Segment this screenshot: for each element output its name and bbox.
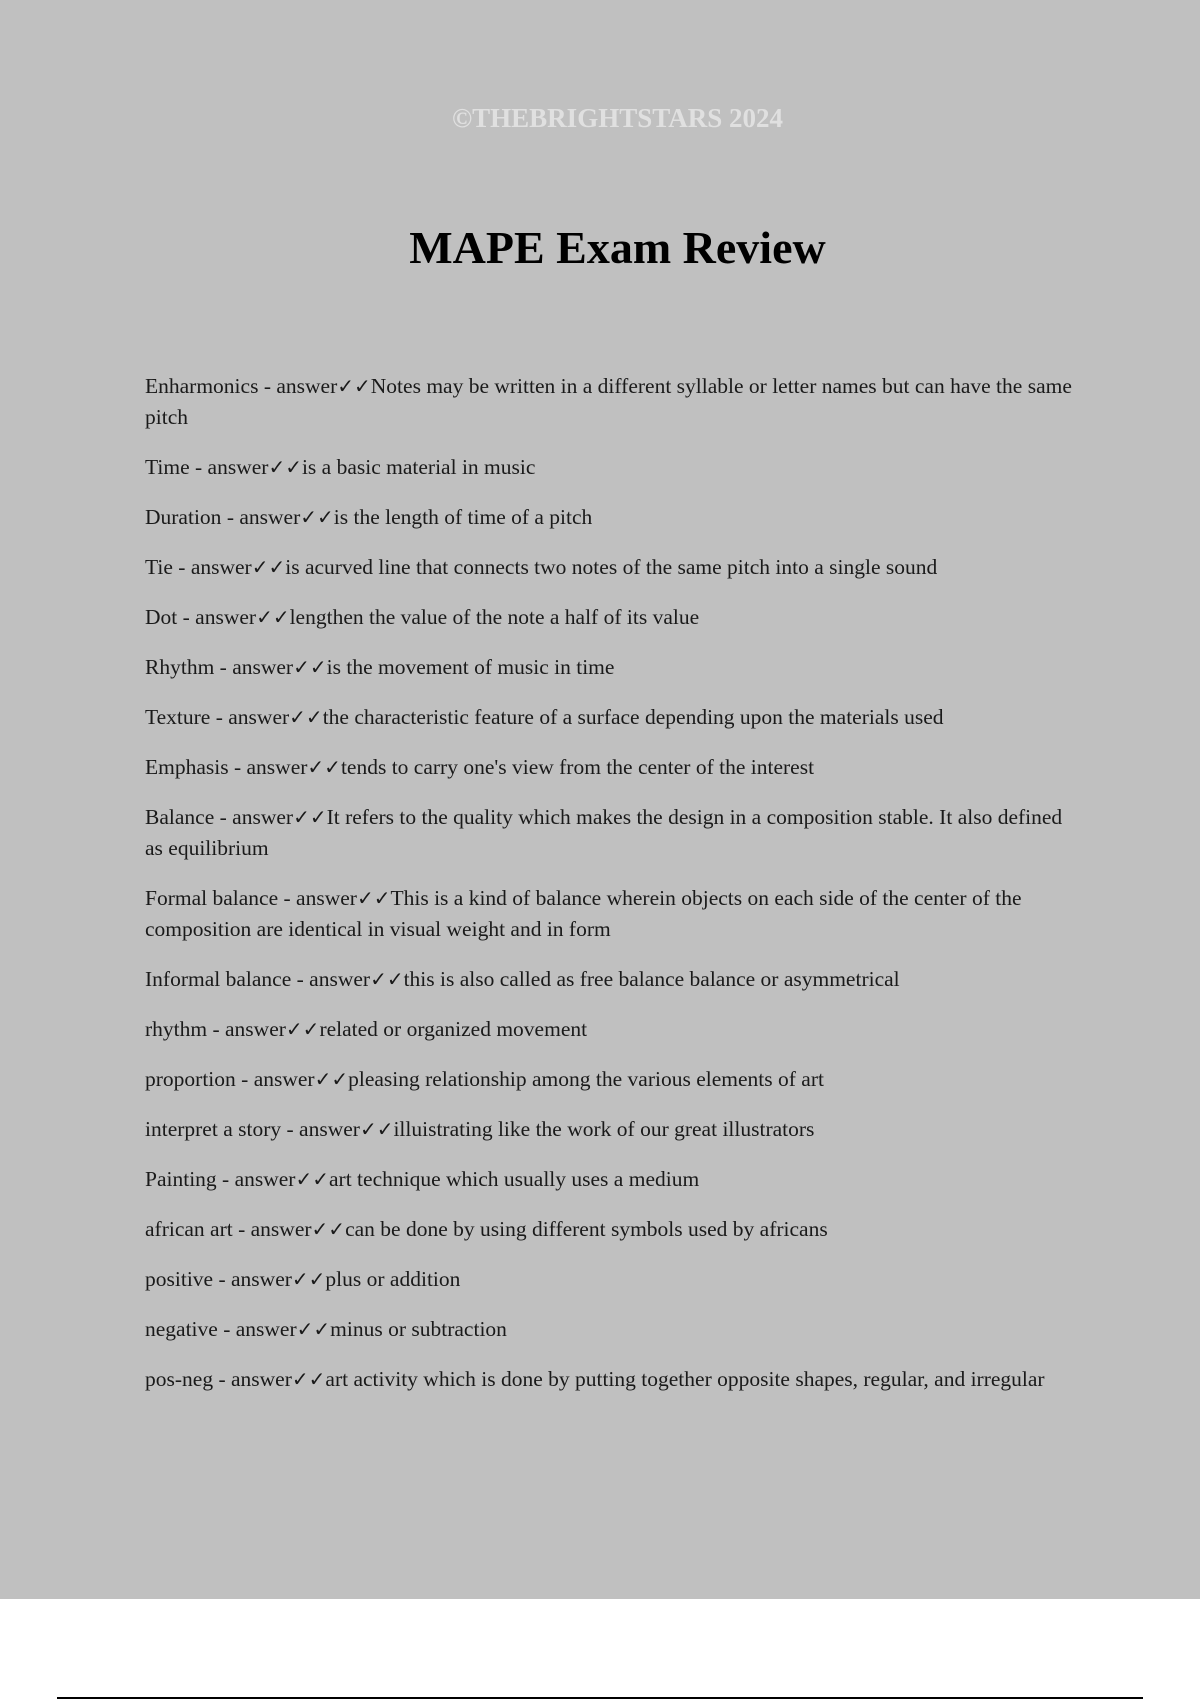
entry-term: pos-neg: [145, 1367, 214, 1391]
entry-term: Texture: [145, 705, 211, 729]
entry-separator: - answer: [217, 1317, 297, 1341]
entry-separator: - answer: [278, 886, 357, 910]
entry-definition: art technique which usually uses a medium: [329, 1167, 700, 1191]
list-item: [145, 1014, 1085, 1045]
list-item: [145, 552, 1085, 583]
watermark: ©THEBRIGHTSTARS 2024: [451, 103, 783, 133]
entry-term: positive: [145, 1267, 214, 1291]
list-item: [145, 452, 1085, 483]
double-check-icon: ✓✓: [289, 705, 323, 729]
entry-separator: - answer: [235, 1067, 315, 1091]
entry-definition: the characteristic feature of a surface depending upon the materials used: [322, 705, 944, 729]
entry-term: Rhythm: [145, 655, 215, 679]
entry-definition: is the length of time of a pitch: [333, 505, 593, 529]
entry-term: Informal balance: [145, 967, 292, 991]
double-check-icon: ✓✓: [337, 374, 371, 398]
entry-separator: - answer: [172, 555, 252, 579]
entry-separator: - answer: [210, 705, 290, 729]
list-item: [145, 652, 1085, 683]
entry-separator: - answer: [216, 1167, 296, 1191]
entry-definition: This is a kind of balance wherein objects on each side of the center of the composition are identical in visual weight and in form: [145, 886, 1022, 941]
list-item: [145, 702, 1085, 733]
double-check-icon: ✓✓: [293, 805, 327, 829]
entry-definition: is acurved line that connects two notes of the same pitch into a single sound: [285, 555, 938, 579]
double-check-icon: ✓✓: [291, 1367, 326, 1391]
entry-separator: - answer: [177, 605, 257, 629]
list-item: [145, 883, 1085, 945]
entry-term: rhythm: [145, 1017, 208, 1041]
entry-definition: lengthen the value of the note a half of its value: [289, 605, 700, 629]
entry-term: Formal balance: [145, 886, 279, 910]
entry-term: Enharmonics: [145, 374, 259, 398]
entry-definition: this is also called as free balance balance or asymmetrical: [403, 967, 900, 991]
entry-separator: - answer: [281, 1117, 360, 1141]
entry-term: african art: [145, 1217, 233, 1241]
entry-separator: - answer: [228, 755, 308, 779]
entry-list: [145, 371, 1085, 1414]
double-check-icon: ✓✓: [251, 555, 286, 579]
entry-definition: is a basic material in music: [301, 455, 536, 479]
double-check-icon: ✓✓: [359, 1117, 394, 1141]
double-check-icon: ✓✓: [356, 886, 391, 910]
double-check-icon: ✓✓: [256, 605, 290, 629]
entry-term: Time: [145, 455, 190, 479]
entry-definition: can be done by using different symbols used by africans: [345, 1217, 828, 1241]
list-item: [145, 1064, 1085, 1095]
entry-definition: minus or subtraction: [330, 1317, 507, 1341]
double-check-icon: ✓✓: [300, 505, 334, 529]
list-item: [145, 1164, 1085, 1195]
double-check-icon: ✓✓: [291, 1267, 326, 1291]
entry-term: Dot: [145, 605, 178, 629]
entry-definition: plus or addition: [325, 1267, 461, 1291]
entry-separator: - answer: [291, 967, 371, 991]
entry-definition: illuistrating like the work of our great illustrators: [393, 1117, 815, 1141]
list-item: [145, 602, 1085, 633]
list-item: [145, 371, 1085, 433]
entry-term: Balance: [145, 805, 215, 829]
entry-separator: - answer: [189, 455, 269, 479]
entry-separator: - answer: [214, 655, 294, 679]
list-item: [145, 964, 1085, 995]
list-item: [145, 1314, 1085, 1345]
entry-term: Painting: [145, 1167, 217, 1191]
list-item: [145, 1214, 1085, 1245]
list-item: [145, 1264, 1085, 1295]
double-check-icon: ✓✓: [307, 755, 341, 779]
entry-term: Duration: [145, 505, 222, 529]
list-item: [145, 1364, 1085, 1395]
entry-term: negative: [145, 1317, 218, 1341]
list-item: [145, 752, 1085, 783]
entry-separator: - answer: [213, 1367, 292, 1391]
double-check-icon: ✓✓: [370, 967, 404, 991]
entry-term: proportion: [145, 1067, 236, 1091]
entry-definition: is the movement of music in time: [326, 655, 615, 679]
list-item: [145, 502, 1085, 533]
entry-definition: related or organized movement: [319, 1017, 588, 1041]
list-item: [145, 802, 1085, 864]
double-check-icon: ✓✓: [295, 1167, 329, 1191]
entry-term: Emphasis: [145, 755, 229, 779]
entry-separator: - answer: [221, 505, 301, 529]
entry-separator: - answer: [207, 1017, 286, 1041]
entry-separator: - answer: [258, 374, 338, 398]
entry-separator: - answer: [213, 1267, 292, 1291]
double-check-icon: ✓✓: [285, 1017, 320, 1041]
entry-separator: - answer: [214, 805, 294, 829]
entry-definition: pleasing relationship among the various elements of art: [348, 1067, 824, 1091]
entry-separator: - answer: [232, 1217, 312, 1241]
double-check-icon: ✓✓: [311, 1217, 346, 1241]
entry-definition: It refers to the quality which makes the design in a composition stable. It also defined as equilibrium: [145, 805, 1063, 860]
double-check-icon: ✓✓: [314, 1067, 349, 1091]
double-check-icon: ✓✓: [296, 1317, 331, 1341]
double-check-icon: ✓✓: [293, 655, 327, 679]
entry-term: Tie: [145, 555, 173, 579]
footer-divider: [57, 1697, 1143, 1699]
entry-definition: tends to carry one's view from the center of the interest: [340, 755, 815, 779]
list-item: [145, 1114, 1085, 1145]
entry-definition: Notes may be written in a different syllable or letter names but can have the same pitch: [145, 374, 1072, 429]
page-title: MAPE Exam Review: [409, 222, 826, 273]
double-check-icon: ✓✓: [268, 455, 302, 479]
entry-definition: art activity which is done by putting together opposite shapes, regular, and irregular: [325, 1367, 1045, 1391]
entry-term: interpret a story: [145, 1117, 282, 1141]
